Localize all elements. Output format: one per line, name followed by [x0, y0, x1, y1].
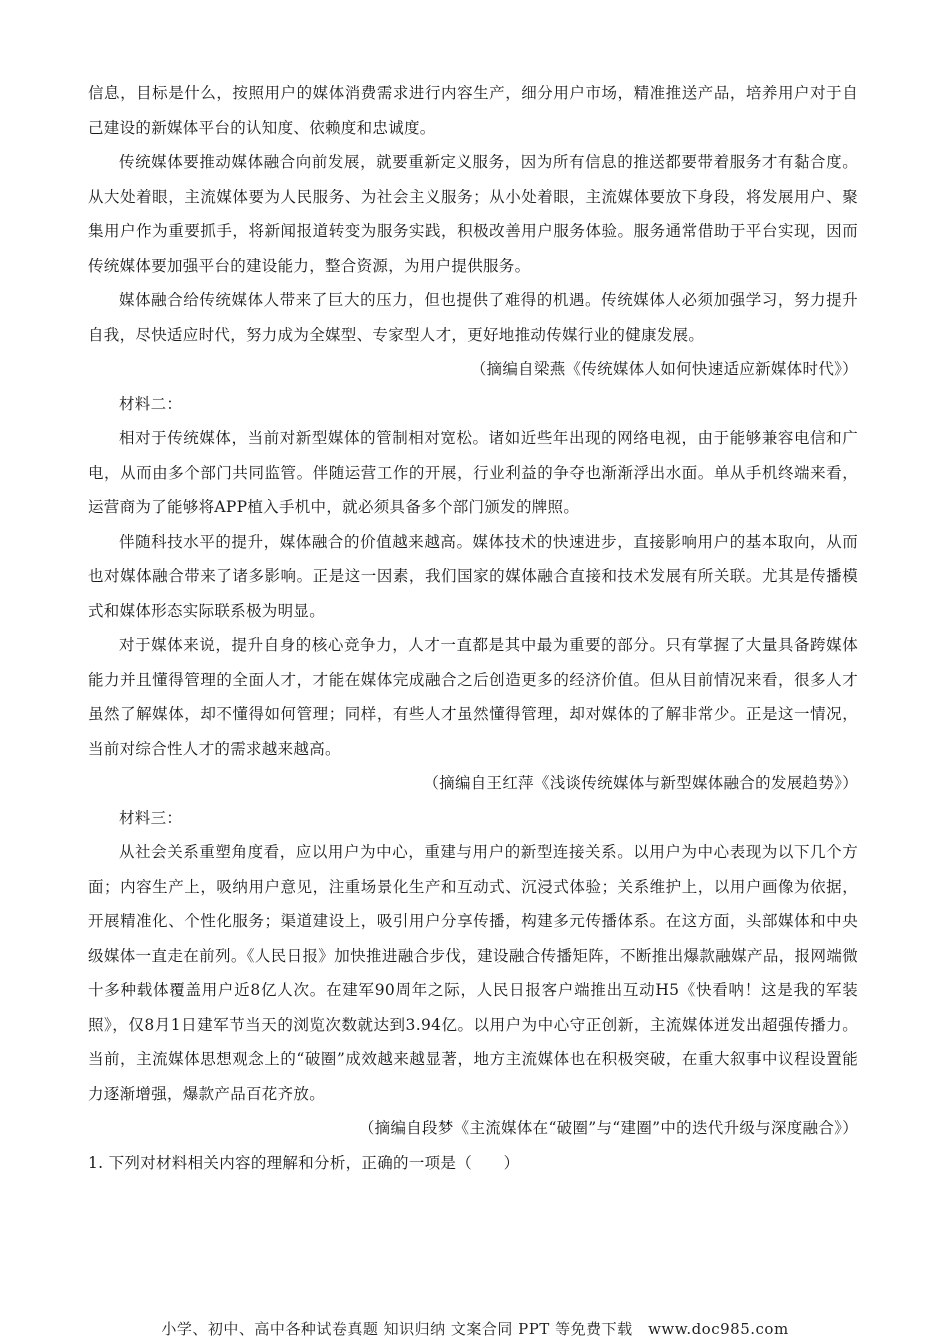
- source-citation-3: （摘编自段梦《主流媒体在“破圈”与“建圈”中的迭代升级与深度融合》）: [358, 1119, 858, 1137]
- document-body: [88, 76, 858, 1180]
- paragraph-pressure: 媒体融合给传统媒体人带来了巨大的压力，但也提供了难得的机遇。传统媒体人必须加强学习，努力提升自我，尽快适应时代，努力成为全媒型、专家型人才，更好地推动传媒行业的健康发展。: [88, 291, 858, 344]
- material-three-heading: 材料三：: [119, 808, 183, 827]
- paragraph-talent: 对于媒体来说，提升自身的核心竞争力，人才一直都是其中最为重要的部分。只有掌握了大量具备跨媒体能力并且懂得管理的全面人才，才能在媒体完成融合之后创造更多的经济价值。但从目前情况来看，很多人才虽然了解媒体，却不懂得如何管理；同样，有些人才虽然懂得管理，却对媒体的了解非常少。正是这一情况，当前对综合性人才的需求越来越高。: [88, 636, 858, 758]
- paragraph-continuation: 信息，目标是什么，按照用户的媒体消费需求进行内容生产，细分用户市场，精准推送产品，培养用户对于自己建设的新媒体平台的认知度、依赖度和忠诚度。: [88, 84, 858, 137]
- paragraph-technology: 伴随科技水平的提升，媒体融合的价值越来越高。媒体技术的快速进步，直接影响用户的基本取向，从而也对媒体融合带来了诸多影响。正是这一因素，我们国家的媒体融合直接和技术发展有所关联。尤其是传播模式和媒体形态实际联系极为明显。: [88, 532, 858, 620]
- footer-watermark-text: 小学、初中、高中各种试卷真题 知识归纳 文案合同 PPT 等免费下载 www.doc985.com: [161, 1320, 789, 1338]
- material-two-heading: 材料二：: [119, 394, 183, 413]
- paragraph-user-centered: 从社会关系重塑角度看，应以用户为中心，重建与用户的新型连接关系。以用户为中心表现为以下几个方面；内容生产上，吸纳用户意见，注重场景化生产和互动式、沉浸式体验；关系维护上，以用户画像为依据，开展精准化、个性化服务；渠道建设上，吸引用户分享传播，构建多元传播体系。在这方面，头部媒体和中央级媒体一直走在前列。《人民日报》加快推进融合步伐，建设融合传播矩阵，不断推出爆款融媒产品，报网端微十多种载体覆盖用户近8亿人次。在建军90周年之际，人民日报客户端推出互动H5《快看呐！这是我的军装照》，仅8月1日建军节当天的浏览次数就达到3.94亿。以用户为中心守正创新，主流媒体迸发出超强传播力。当前，主流媒体思想观念上的“破圈”成效越来越显著，地方主流媒体也在积极突破，在重大叙事中议程设置能力逐渐增强，爆款产品百花齐放。: [88, 843, 858, 1103]
- source-citation-1: （摘编自梁燕《传统媒体人如何快速适应新媒体时代》）: [470, 360, 858, 378]
- question-1: 1. 下列对材料相关内容的理解和分析，正确的一项是（ ）: [88, 1153, 520, 1172]
- source-citation-2: （摘编自王红萍《浅谈传统媒体与新型媒体融合的发展趋势》）: [423, 774, 858, 792]
- paragraph-service: 传统媒体要推动媒体融合向前发展，就要重新定义服务，因为所有信息的推送都要带着服务才有黏合度。从大处着眼，主流媒体要为人民服务、为社会主义服务；从小处着眼，主流媒体要放下身段，将发展用户、聚集用户作为重要抓手，将新闻报道转变为服务实践，积极改善用户服务体验。服务通常借助于平台实现，因而传统媒体要加强平台的建设能力，整合资源，为用户提供服务。: [88, 153, 858, 275]
- paragraph-regulation: 相对于传统媒体，当前对新型媒体的管制相对宽松。诸如近些年出现的网络电视，由于能够兼容电信和广电，从而由多个部门共同监管。伴随运营工作的开展，行业利益的争夺也渐渐浮出水面。单从手机终端来看，运营商为了能够将APP植入手机中，就必须具备多个部门颁发的牌照。: [88, 429, 858, 516]
